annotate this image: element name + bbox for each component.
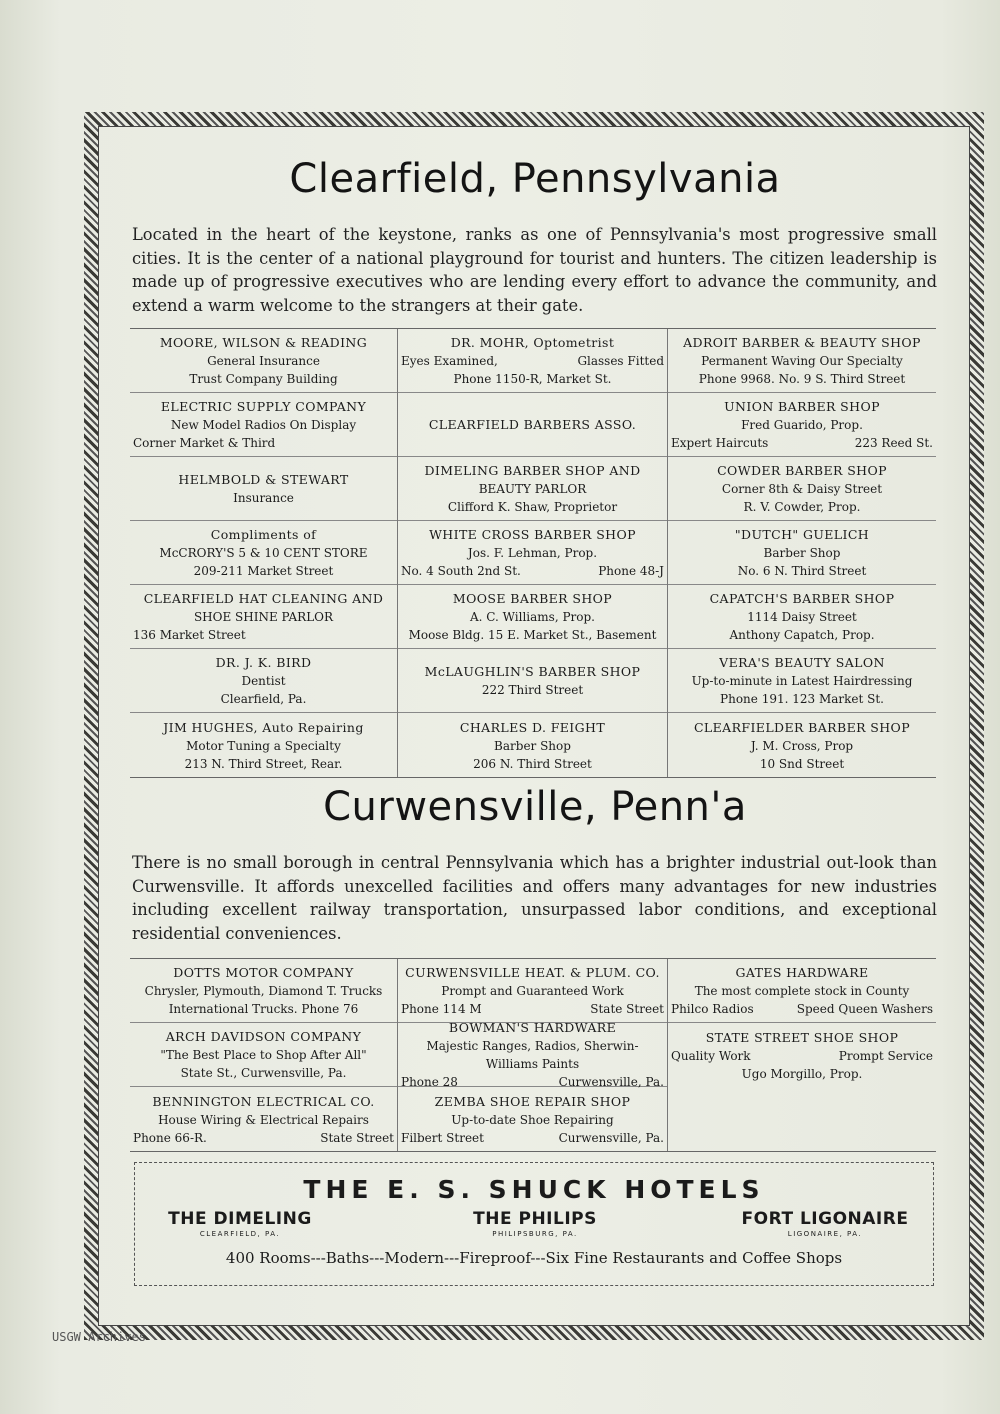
directory-entry — [130, 329, 397, 393]
entry-split-part: 223 Reed St. — [854, 436, 933, 450]
directory-entry — [668, 1023, 936, 1087]
entry-split-line — [671, 434, 933, 452]
directory-entry — [130, 393, 397, 457]
directory-entry — [130, 713, 397, 777]
directory-entry — [668, 393, 936, 457]
business-name: DR. J. K. BIRD — [215, 655, 312, 670]
hotel-philips — [450, 1209, 620, 1238]
entry-line: BEAUTY PARLOR — [478, 482, 587, 496]
curwensville-directory — [130, 958, 936, 1152]
entry-line: Phone 9968. No. 9 S. Third Street — [698, 372, 906, 386]
entry-line: SHOE SHINE PARLOR — [193, 610, 334, 624]
business-name: CAPATCH'S BARBER SHOP — [709, 591, 895, 606]
hotel-city: PHILIPSBURG, PA. — [492, 1230, 578, 1238]
business-name: JIM HUGHES, Auto Repairing — [163, 719, 364, 735]
business-name: MOORE, WILSON & READING — [159, 335, 368, 350]
entry-line: Phone 1150-R, Market St. — [453, 372, 612, 386]
business-name: MOOSE BARBER SHOP — [452, 591, 613, 606]
clearfield-directory — [130, 328, 936, 778]
directory-entry — [398, 457, 667, 521]
entry-line: Motor Tuning a Specialty — [186, 738, 341, 753]
hotels-advertisement — [134, 1162, 934, 1286]
entry-split-part: Phone 66-R. — [133, 1130, 207, 1145]
business-name: McLAUGHLIN'S BARBER SHOP — [424, 664, 641, 679]
hotel-dimeling — [155, 1209, 325, 1238]
business-name: WHITE CROSS BARBER SHOP — [429, 527, 636, 542]
curwensville-intro: There is no small borough in central Pennsylvania which has a brighter industrial out-look than Curwensville. It affords unexcelled facilities and offers many advantages for new industries including excellent railway transportation, unsurpassed labor conditions, and exceptional residential conveniences. — [132, 853, 937, 943]
entry-line: 136 Market Street — [133, 628, 246, 642]
entry-line: R. V. Cowder, Prop. — [743, 500, 861, 514]
business-name: DOTTS MOTOR COMPANY — [173, 965, 354, 980]
clearfield-column-1 — [130, 329, 398, 777]
ad-footer: 400 Rooms---Baths---Modern---Fireproof---Six Fine Restaurants and Coffee Shops — [225, 1249, 843, 1267]
entry-line: Up-to-date Shoe Repairing — [451, 1112, 614, 1127]
hotel-name: FORT LIGONAIRE — [741, 1209, 909, 1229]
ad-title: THE E. S. SHUCK HOTELS — [303, 1175, 765, 1204]
directory-entry — [398, 959, 667, 1023]
directory-entry — [668, 457, 936, 521]
entry-line: Barber Shop — [494, 738, 571, 753]
entry-line: House Wiring & Electrical Repairs — [158, 1112, 369, 1127]
directory-entry — [668, 713, 936, 777]
business-name: ADROIT BARBER & BEAUTY SHOP — [683, 335, 921, 350]
entry-split-line — [401, 352, 664, 370]
entry-split-line — [401, 562, 664, 580]
directory-entry — [398, 1020, 667, 1089]
entry-line: Dentist — [241, 674, 286, 688]
entry-line: General Insurance — [207, 354, 320, 368]
entry-split-line — [671, 1047, 933, 1065]
directory-entry — [398, 393, 667, 457]
entry-split-part: Filbert Street — [401, 1130, 484, 1145]
entry-line: "The Best Place to Shop After All" — [160, 1048, 367, 1062]
curwensville-column-2 — [398, 959, 668, 1151]
hotel-city: LIGONAIRE, PA. — [787, 1230, 863, 1238]
entry-line: Fred Guarido, Prop. — [741, 418, 863, 432]
entry-line: 213 N. Third Street, Rear. — [184, 756, 343, 771]
directory-entry — [398, 1087, 667, 1151]
entry-line: Majestic Ranges, Radios, Sherwin-Williams Paints — [426, 1039, 639, 1071]
directory-entry — [130, 457, 397, 521]
curwensville-column-3 — [668, 959, 936, 1151]
business-name: COWDER BARBER SHOP — [717, 463, 887, 478]
entry-line: Corner 8th & Daisy Street — [721, 482, 883, 496]
directory-entry — [130, 521, 397, 585]
entry-line: State St., Curwensville, Pa. — [180, 1066, 347, 1080]
business-name: VERA'S BEAUTY SALON — [719, 655, 885, 670]
entry-line: New Model Radios On Display — [170, 418, 357, 432]
hotel-name: THE DIMELING — [168, 1209, 312, 1229]
clearfield-intro: Located in the heart of the keystone, ranks as one of Pennsylvania's most progressive small cities. It is the center of a national playground for tourist and hunters. The citizen leadership is made up of progressive executives who are lending every effort to advance the community, and extend a warm welcome to the strangers at their gate. — [132, 225, 937, 315]
entry-split-part: State Street — [590, 1002, 664, 1016]
entry-split-part: Prompt Service — [838, 1048, 933, 1063]
entry-line: Trust Company Building — [189, 372, 338, 386]
business-name: STATE STREET SHOE SHOP — [705, 1029, 899, 1045]
hotel-city: CLEARFIELD, PA. — [199, 1230, 281, 1238]
business-name: ELECTRIC SUPPLY COMPANY — [160, 399, 367, 414]
entry-split-part: Speed Queen Washers — [796, 1002, 933, 1016]
entry-line: Jos. F. Lehman, Prop. — [467, 546, 598, 560]
entry-split-part: Expert Haircuts — [671, 436, 769, 450]
entry-split-part: Phone 48-J — [598, 564, 664, 578]
entry-line: 1114 Daisy Street — [747, 610, 857, 624]
entry-split-part: Curwensville, Pa. — [558, 1075, 664, 1089]
business-name: UNION BARBER SHOP — [724, 399, 880, 414]
entry-line: International Trucks. Phone 76 — [168, 1002, 359, 1016]
entry-line: Insurance — [233, 491, 294, 505]
entry-line: A. C. Williams, Prop. — [469, 610, 595, 624]
business-name: ARCH DAVIDSON COMPANY — [165, 1029, 362, 1044]
clearfield-column-3 — [668, 329, 936, 777]
entry-line: McCRORY'S 5 & 10 CENT STORE — [159, 546, 368, 560]
business-name: DIMELING BARBER SHOP AND — [424, 463, 641, 478]
entry-split-part: Curwensville, Pa. — [558, 1130, 664, 1145]
entry-line: Permanent Waving Our Specialty — [701, 354, 903, 368]
directory-entry — [668, 959, 936, 1023]
directory-entry — [130, 585, 397, 649]
business-name: Compliments of — [210, 527, 317, 542]
entry-line: Clifford K. Shaw, Proprietor — [447, 500, 618, 514]
hotel-name: THE PHILIPS — [473, 1209, 597, 1229]
entry-split-part: State Street — [320, 1130, 394, 1145]
entry-split-part: Eyes Examined, — [401, 354, 498, 368]
entry-line: 222 Third Street — [481, 683, 584, 697]
entry-split-line — [401, 1000, 664, 1018]
hotel-fort-ligonaire — [725, 1209, 925, 1238]
entry-line: Ugo Morgillo, Prop. — [741, 1066, 863, 1081]
business-name: BENNINGTON ELECTRICAL CO. — [152, 1093, 375, 1109]
entry-split-line — [401, 1129, 664, 1147]
clearfield-title: Clearfield, Pennsylvania — [289, 156, 781, 202]
entry-line: 10 Snd Street — [759, 756, 845, 771]
entry-line: Anthony Capatch, Prop. — [729, 628, 875, 642]
directory-entry — [668, 329, 936, 393]
business-name: CHARLES D. FEIGHT — [459, 719, 606, 735]
entry-line: J. M. Cross, Prop — [750, 738, 854, 753]
business-name: CLEARFIELDER BARBER SHOP — [693, 719, 911, 735]
directory-entry — [130, 1087, 397, 1151]
directory-entry — [398, 585, 667, 649]
business-name: BOWMAN'S HARDWARE — [448, 1020, 617, 1035]
business-name: DR. MOHR, Optometrist — [450, 335, 615, 350]
entry-split-part: Phone 114 M — [401, 1002, 482, 1016]
directory-entry — [668, 649, 936, 713]
entry-split-line — [671, 1000, 933, 1018]
business-name: "DUTCH" GUELICH — [734, 527, 870, 542]
directory-entry — [130, 649, 397, 713]
entry-line: The most complete stock in County — [694, 984, 910, 998]
business-name: CURWENSVILLE HEAT. & PLUM. CO. — [405, 965, 660, 980]
curwensville-title: Curwensville, Penn'a — [323, 784, 747, 830]
directory-entry — [130, 1023, 397, 1087]
entry-line: Chrysler, Plymouth, Diamond T. Trucks — [144, 984, 383, 998]
entry-split-part: Philco Radios — [671, 1002, 754, 1016]
entry-split-part: Phone 28 — [401, 1075, 458, 1089]
entry-line: Barber Shop — [763, 546, 841, 560]
business-name: CLEARFIELD HAT CLEANING AND — [143, 591, 384, 606]
directory-entry — [668, 585, 936, 649]
entry-split-part: No. 4 South 2nd St. — [401, 564, 521, 578]
directory-entry — [398, 521, 667, 585]
business-name: GATES HARDWARE — [735, 965, 869, 980]
entry-line: Corner Market & Third — [133, 436, 276, 450]
curwensville-column-1 — [130, 959, 398, 1151]
directory-entry — [398, 649, 667, 713]
business-name: HELMBOLD & STEWART — [178, 472, 349, 487]
directory-entry — [130, 959, 397, 1023]
entry-line: Prompt and Guaranteed Work — [441, 984, 624, 998]
entry-line: Moose Bldg. 15 E. Market St., Basement — [408, 628, 657, 642]
directory-entry — [668, 521, 936, 585]
watermark: USGW Archives — [52, 1330, 146, 1344]
entry-line: 209-211 Market Street — [193, 564, 334, 578]
entry-line: Clearfield, Pa. — [220, 692, 307, 706]
business-name: CLEARFIELD BARBERS ASSO. — [428, 417, 637, 432]
entry-line: 206 N. Third Street — [473, 756, 592, 771]
entry-split-line — [133, 1129, 394, 1147]
entry-split-part: Quality Work — [671, 1048, 751, 1063]
entry-line: Phone 191. 123 Market St. — [720, 692, 884, 706]
business-name: ZEMBA SHOE REPAIR SHOP — [434, 1093, 631, 1109]
entry-line: No. 6 N. Third Street — [737, 564, 867, 578]
entry-line: Up-to-minute in Latest Hairdressing — [691, 674, 913, 688]
clearfield-column-2 — [398, 329, 668, 777]
entry-split-part: Glasses Fitted — [577, 354, 664, 368]
directory-entry — [398, 713, 667, 777]
directory-entry — [398, 329, 667, 393]
